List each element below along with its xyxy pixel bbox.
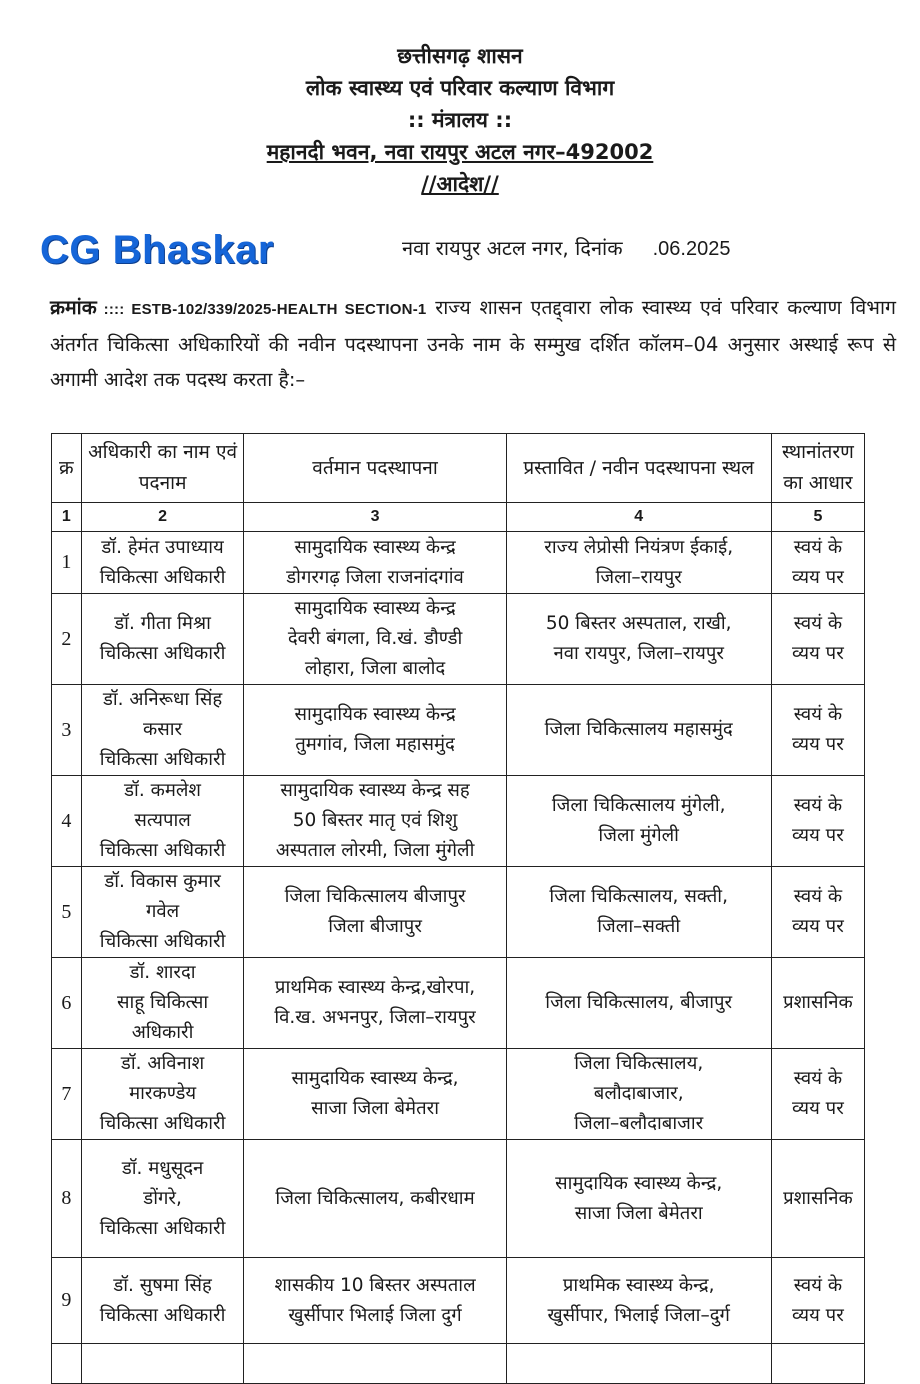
current-posting-cell (244, 594, 506, 685)
document-header (0, 40, 920, 200)
serial-number-text: 7 (61, 1082, 72, 1105)
current-posting-cell (244, 958, 506, 1049)
new-posting-cell (506, 1258, 771, 1344)
serial-number-text: 6 (61, 991, 72, 1014)
officer-name-cell (81, 1140, 244, 1258)
current-posting-cell (244, 1140, 506, 1258)
transfer-basis-text: स्वयं के व्यय पर (792, 795, 844, 846)
table-row (52, 1049, 865, 1140)
serial-number-cell (52, 1049, 82, 1140)
empty-cell (244, 1344, 506, 1384)
column-number: 1 (52, 503, 82, 532)
serial-number-cell (52, 532, 82, 594)
table-row (52, 867, 865, 958)
serial-number-text: 9 (61, 1289, 72, 1311)
officer-name-cell (81, 1049, 244, 1140)
transfer-table (51, 433, 865, 1384)
table-row-empty (52, 1344, 865, 1384)
new-posting-cell (506, 776, 771, 867)
transfer-basis-text: प्रशासनिक (783, 1187, 853, 1209)
new-posting-text: सामुदायिक स्वास्थ्य केन्द्र, साजा जिला बेमेतरा (555, 1172, 723, 1224)
empty-cell (81, 1344, 244, 1384)
transfer-basis-cell (771, 532, 864, 594)
dateline (402, 234, 730, 261)
kramank-label: क्रमांक (50, 296, 97, 319)
column-number: 4 (506, 503, 771, 532)
new-posting-text: जिला चिकित्सालय मुंगेली, जिला मुंगेली (551, 795, 726, 846)
empty-cell (52, 1344, 82, 1384)
officer-name-text: डॉ. मधुसूदन डोंगरे, चिकित्सा अधिकारी (99, 1157, 226, 1239)
department-title: लोक स्वास्थ्य एवं परिवार कल्याण विभाग (305, 76, 615, 100)
serial-number-text: 1 (61, 551, 72, 573)
new-posting-cell (506, 532, 771, 594)
new-posting-text: राज्य लेप्रोसी नियंत्रण ईकाई, जिला–रायपुर (544, 536, 734, 588)
empty-cell (771, 1344, 864, 1384)
header-serial: क्र (52, 434, 82, 503)
transfer-basis-cell (771, 1258, 864, 1344)
transfer-basis-text: स्वयं के व्यय पर (792, 886, 844, 937)
office-address: महानदी भवन, नवा रायपुर अटल नगर–492002 (266, 140, 654, 164)
empty-cell (506, 1344, 771, 1384)
new-posting-cell (506, 685, 771, 776)
table-row (52, 685, 865, 776)
transfer-basis-cell (771, 867, 864, 958)
serial-number-text: 8 (61, 1187, 72, 1209)
header-transfer-basis: स्थानांतरण का आधार (771, 434, 864, 503)
serial-number-cell (52, 1140, 82, 1258)
transfer-basis-text: प्रशासनिक (783, 992, 853, 1013)
officer-name-text: डॉ. विकास कुमार गवेल चिकित्सा अधिकारी (99, 871, 226, 952)
officer-name-text: डॉ. गीता मिश्रा चिकित्सा अधिकारी (99, 613, 226, 664)
current-posting-text: जिला चिकित्सालय बीजापुर जिला बीजापुर (284, 886, 466, 937)
transfer-basis-text: स्वयं के व्यय पर (792, 704, 844, 755)
new-posting-text: प्राथमिक स्वास्थ्य केन्द्र, खुर्सीपार, भिलाई जिला–दुर्ग (547, 1274, 730, 1326)
header-new-posting: प्रस्तावित / नवीन पदस्थापना स्थल (506, 434, 771, 503)
new-posting-cell (506, 867, 771, 958)
transfer-basis-text: स्वयं के व्यय पर (792, 1274, 844, 1326)
dateline-date: .06.2025 (652, 238, 731, 260)
transfer-basis-text: स्वयं के व्यय पर (792, 613, 844, 664)
current-posting-text: सामुदायिक स्वास्थ्य केन्द्र देवरी बंगला, वि.खं. डौण्डी लोहारा, जिला बालोद (287, 598, 463, 679)
column-number-row (52, 503, 865, 532)
ministry-title: :: मंत्रालय :: (407, 108, 513, 132)
table-row (52, 1258, 865, 1344)
current-posting-text: सामुदायिक स्वास्थ्य केन्द्र तुमगांव, जिला महासमुंद (294, 704, 456, 755)
officer-name-cell (81, 685, 244, 776)
current-posting-text: शासकीय 10 बिस्तर अस्पताल खुर्सीपार भिलाई जिला दुर्ग (274, 1274, 476, 1326)
current-posting-cell (244, 532, 506, 594)
order-reference-number: ESTB-102/339/2025-HEALTH SECTION-1 (131, 301, 427, 318)
serial-number-text: 3 (61, 718, 72, 741)
table-header-row (52, 434, 865, 503)
kramank-separator: :::: (96, 301, 132, 318)
order-intro-paragraph (50, 290, 896, 397)
officer-name-text: डॉ. सुषमा सिंह चिकित्सा अधिकारी (99, 1274, 226, 1326)
column-number: 5 (771, 503, 864, 532)
current-posting-text: सामुदायिक स्वास्थ्य केन्द्र सह 50 बिस्तर मातृ एवं शिशु अस्पताल लोरमी, जिला मुंगेली (275, 780, 475, 861)
current-posting-cell (244, 685, 506, 776)
current-posting-cell (244, 867, 506, 958)
current-posting-text: प्राथमिक स्वास्थ्य केन्द्र,खोरपा, वि.ख. अभनपुर, जिला–रायपुर (274, 977, 476, 1028)
officer-name-cell (81, 776, 244, 867)
current-posting-text: सामुदायिक स्वास्थ्य केन्द्र डोगरगढ़ जिला राजनांदगांव (286, 536, 464, 588)
table-row (52, 776, 865, 867)
officer-name-cell (81, 867, 244, 958)
transfer-basis-text: स्वयं के व्यय पर (792, 1068, 844, 1119)
serial-number-text: 2 (61, 627, 72, 650)
officer-name-text: डॉ. अनिरूधा सिंह कसार चिकित्सा अधिकारी (99, 689, 226, 770)
transfer-basis-cell (771, 1049, 864, 1140)
serial-number-cell (52, 776, 82, 867)
transfer-basis-text: स्वयं के व्यय पर (792, 536, 844, 588)
transfer-basis-cell (771, 958, 864, 1049)
current-posting-text: सामुदायिक स्वास्थ्य केन्द्र, साजा जिला बेमेतरा (291, 1068, 459, 1119)
new-posting-text: जिला चिकित्सालय, बीजापुर (545, 992, 733, 1013)
order-heading: //आदेश// (421, 172, 499, 196)
officer-name-cell (81, 958, 244, 1049)
officer-name-text: डॉ. हेमंत उपाध्याय चिकित्सा अधिकारी (99, 536, 226, 588)
new-posting-cell (506, 1140, 771, 1258)
officer-name-cell (81, 594, 244, 685)
current-posting-cell (244, 776, 506, 867)
header-officer-name: अधिकारी का नाम एवं पदनाम (81, 434, 244, 503)
dateline-place: नवा रायपुर अटल नगर, दिनांक (402, 236, 623, 260)
serial-number-cell (52, 1258, 82, 1344)
current-posting-cell (244, 1049, 506, 1140)
current-posting-cell (244, 1258, 506, 1344)
new-posting-text: जिला चिकित्सालय महासमुंद (544, 719, 733, 740)
column-number: 2 (81, 503, 244, 532)
transfer-basis-cell (771, 776, 864, 867)
state-government-title: छत्तीसगढ़ शासन (397, 44, 523, 68)
new-posting-text: 50 बिस्तर अस्पताल, राखी, नवा रायपुर, जिला–रायपुर (545, 613, 732, 664)
column-number: 3 (244, 503, 506, 532)
table-row (52, 958, 865, 1049)
serial-number-text: 5 (61, 900, 72, 923)
officer-name-cell (81, 1258, 244, 1344)
header-current-posting: वर्तमान पदस्थापना (244, 434, 506, 503)
order-intro-text: राज्य शासन एतद्द्वारा लोक स्वास्थ्य एवं परिवार कल्याण विभाग अंतर्गत चिकित्सा अधिकारियों की नवीन पदस्थापना उनके नाम के सम्मुख दर्शित कॉलम–04 अनुसार अस्थाई रूप से अगामी आदेश तक पदस्थ करता है:– (50, 296, 896, 391)
current-posting-text: जिला चिकित्सालय, कबीरधाम (275, 1187, 475, 1209)
serial-number-cell (52, 867, 82, 958)
officer-name-text: डॉ. शारदा साहू चिकित्सा अधिकारी (117, 962, 209, 1043)
new-posting-cell (506, 1049, 771, 1140)
serial-number-cell (52, 958, 82, 1049)
new-posting-cell (506, 594, 771, 685)
new-posting-cell (506, 958, 771, 1049)
officer-name-cell (81, 532, 244, 594)
new-posting-text: जिला चिकित्सालय, सक्ती, जिला–सक्ती (549, 886, 728, 937)
new-posting-text: जिला चिकित्सालय, बलौदाबाजार, जिला–बलौदाबाजार (574, 1053, 704, 1134)
officer-name-text: डॉ. कमलेश सत्यपाल चिकित्सा अधिकारी (99, 780, 226, 861)
watermark-logo: CG Bhaskar (40, 228, 274, 272)
table-row (52, 594, 865, 685)
transfer-basis-cell (771, 685, 864, 776)
table-row (52, 1140, 865, 1258)
transfer-basis-cell (771, 594, 864, 685)
serial-number-cell (52, 685, 82, 776)
officer-name-text: डॉ. अविनाश मारकण्डेय चिकित्सा अधिकारी (99, 1053, 226, 1134)
transfer-basis-cell (771, 1140, 864, 1258)
serial-number-cell (52, 594, 82, 685)
table-row (52, 532, 865, 594)
serial-number-text: 4 (61, 809, 72, 832)
